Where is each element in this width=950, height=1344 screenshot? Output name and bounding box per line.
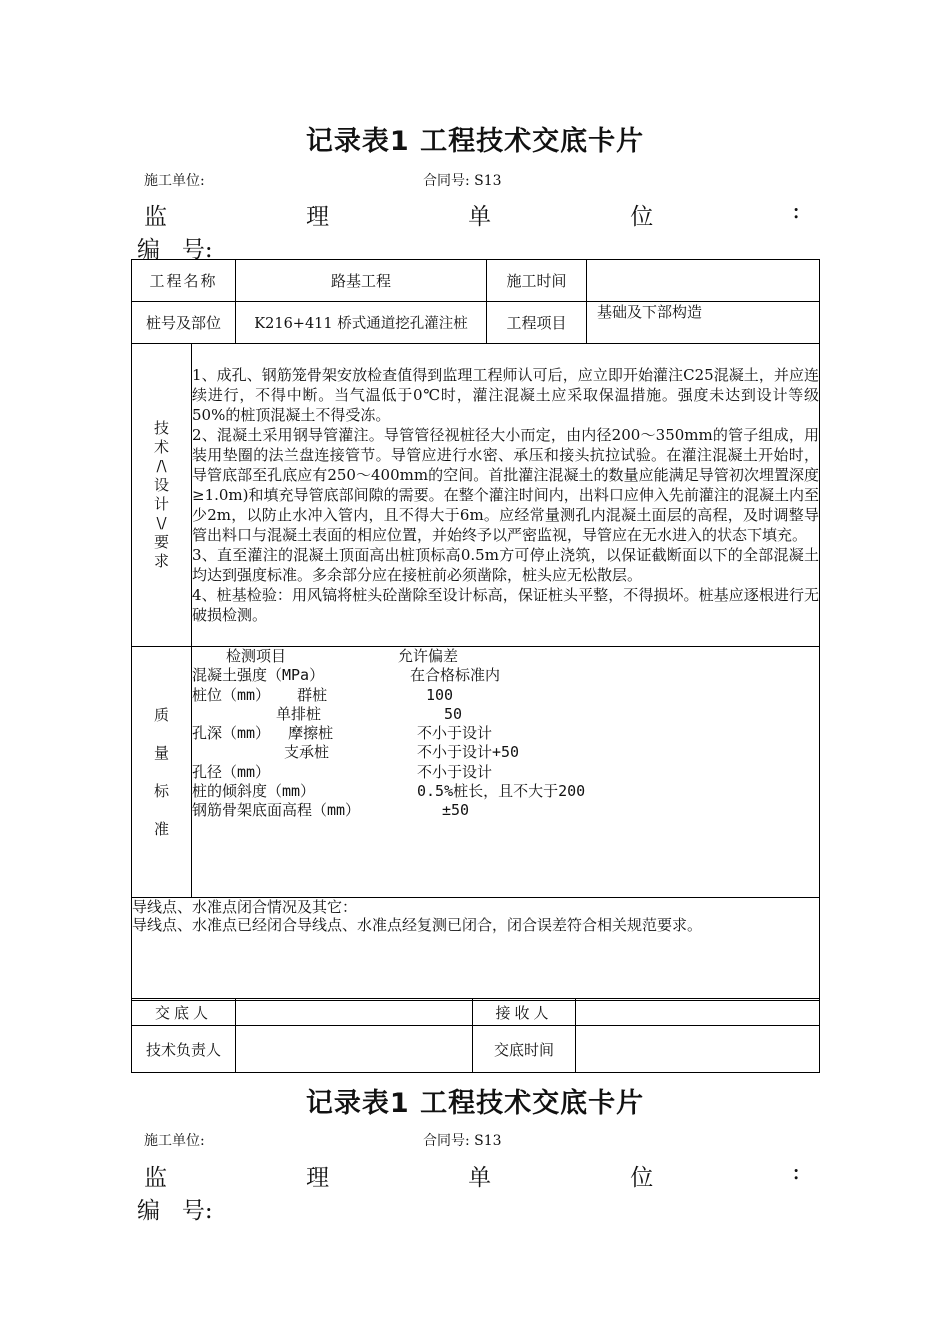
item-label: 工程项目 xyxy=(487,302,587,344)
tech-requirements-text xyxy=(192,344,820,647)
disclosure-time-value xyxy=(576,1026,820,1073)
quality-tolerance: 0.5%桩长，且不大于200 xyxy=(417,782,586,801)
signature-table xyxy=(131,998,820,1073)
quality-tolerance: ±50 xyxy=(442,801,470,820)
supervision-char: 理 xyxy=(306,1165,330,1191)
quality-item: 混凝土强度（MPa） xyxy=(192,666,325,685)
quality-label-char: 标 xyxy=(153,782,169,800)
tech-label-char: 设 xyxy=(153,476,169,494)
project-name-label: 工程名称 xyxy=(132,260,236,302)
supervision-unit-line xyxy=(144,1159,800,1192)
quality-item: 桩位（mm） 群桩 xyxy=(192,685,328,704)
quality-standard-label xyxy=(132,647,192,898)
tech-label-char: 技 xyxy=(153,419,169,437)
quality-item: 单排桩 xyxy=(276,704,322,723)
supervision-char: 单 xyxy=(468,204,492,230)
receiver-label: 接收人 xyxy=(473,999,576,1026)
discloser-value xyxy=(236,999,473,1026)
quality-standard-content xyxy=(192,647,820,898)
supervision-char: 位 xyxy=(630,1165,654,1191)
quality-row xyxy=(192,686,819,705)
project-name-value: 路基工程 xyxy=(236,260,487,302)
construction-unit-label: 施工单位: xyxy=(144,1133,205,1149)
requirement-paragraph: 1、成孔、钢筋笼骨架安放检查值得到监理工程师认可后，应立即开始灌注C25混凝土，并应连续进行，不得中断。当气温低于0℃时，灌注混凝土应采取保温措施。强度未达到设计等级50%的桩顶混凝土不得受冻。 xyxy=(192,366,820,424)
supervision-char: : xyxy=(792,198,800,224)
control-points-text: 导线点、水准点已经闭合导线点、水准点经复测已闭合，闭合误差符合相关规范要求。 xyxy=(132,916,703,934)
quality-row xyxy=(192,743,819,762)
tech-label-char: 计 xyxy=(153,495,169,513)
quality-label-char: 准 xyxy=(153,820,169,838)
supervision-char: : xyxy=(792,1159,800,1185)
tech-label-char: 要 xyxy=(153,533,169,551)
station-value: K216+411 桥式通道挖孔灌注桩 xyxy=(236,302,487,344)
disclosure-time-label: 交底时间 xyxy=(473,1026,576,1073)
requirement-paragraph: 3、直至灌注的混凝土顶面高出桩顶标高0.5m方可停止浇筑，以保证截断面以下的全部混凝土均达到强度标准。多余部分应在接桩前必须凿除，桩头应无松散层。 xyxy=(192,546,820,584)
quality-row xyxy=(192,782,819,801)
quality-tolerance: 不小于设计 xyxy=(417,762,493,781)
tech-label-char: 求 xyxy=(153,552,169,570)
item-value: 基础及下部构造 xyxy=(587,302,820,344)
tech-lead-label: 技术负责人 xyxy=(132,1026,236,1073)
construction-unit-label: 施工单位: xyxy=(144,173,205,189)
station-label: 桩号及部位 xyxy=(132,302,236,344)
requirement-paragraph: 4、桩基检验：用风镐将桩头砼凿除至设计标高，保证桩头平整，不得损坏。桩基应逐根进行无破损检测。 xyxy=(192,586,820,624)
supervision-char: 监 xyxy=(144,204,167,230)
quality-row xyxy=(192,666,819,685)
tech-label-char: 术 xyxy=(153,438,169,456)
supervision-char: 监 xyxy=(144,1165,167,1191)
control-points-title: 导线点、水准点闭合情况及其它： xyxy=(132,898,358,916)
quality-row xyxy=(192,705,819,724)
quality-label-char: 质 xyxy=(153,706,169,724)
page-title: 记录表1 工程技术交底卡片 xyxy=(305,126,645,157)
page-title-repeat: 记录表1 工程技术交底卡片 xyxy=(305,1088,645,1119)
quality-item: 钢筋骨架底面高程（mm） xyxy=(192,801,361,820)
supervision-unit-line xyxy=(144,198,800,231)
quality-tolerance: 50 xyxy=(444,704,463,723)
receiver-value xyxy=(576,999,820,1026)
supervision-char: 理 xyxy=(306,204,330,230)
disclosure-table xyxy=(131,259,820,1001)
supervision-char: 单 xyxy=(468,1165,492,1191)
quality-item: 孔径（mm） xyxy=(192,762,271,781)
number-label: 编 号: xyxy=(137,1198,213,1224)
quality-item: 孔深（mm） 摩擦桩 xyxy=(192,724,334,743)
tech-lead-value xyxy=(236,1026,473,1073)
construction-time-label: 施工时间 xyxy=(487,260,587,302)
contract-label: 合同号: S13 xyxy=(423,1133,502,1149)
discloser-label: 交底人 xyxy=(132,999,236,1026)
quality-row xyxy=(192,801,819,820)
supervision-char: 位 xyxy=(630,204,654,230)
quality-label-char: 量 xyxy=(153,744,169,762)
tech-label-char: \/ xyxy=(156,514,167,532)
quality-item: 桩的倾斜度（mm） xyxy=(192,782,316,801)
quality-item: 支承桩 xyxy=(284,743,330,762)
tech-label-char: /\ xyxy=(156,457,167,475)
quality-tolerance: 在合格标准内 xyxy=(410,666,501,685)
quality-row xyxy=(192,763,819,782)
quality-header-tolerance: 允许偏差 xyxy=(398,647,459,665)
quality-tolerance: 不小于设计+50 xyxy=(417,743,520,762)
quality-tolerance: 不小于设计 xyxy=(417,724,493,743)
quality-tolerance: 100 xyxy=(426,685,454,704)
number-label: 编 号: xyxy=(137,237,213,263)
requirement-paragraph: 2、混凝土采用钢导管灌注。导管管径视桩径大小而定，由内径200～350mm的管子组成，用装用垫圈的法兰盘连接管节。导管应进行水密、承压和接头抗拉试验。在灌注混凝土开始时，导管底部至孔底应有250～400mm的空间。首批灌注混凝土的数量应能满足导管初次埋置深度≥1.0m)和填充导管底部间隙的需要。在整个灌注时间内，出料口应伸入先前灌注的混凝土内至少2m，以防止水冲入管内，且不得大于6m。应经常量测孔内混凝土面层的高程，及时调整导管出料口与混凝土表面的相应位置，并始终予以严密监视，导管应在无水进入的状态下填充。 xyxy=(192,426,820,544)
tech-requirements-label xyxy=(132,344,192,647)
quality-row xyxy=(192,724,819,743)
control-points-section xyxy=(132,898,820,1001)
quality-header-row xyxy=(192,647,819,666)
quality-header-item: 检测项目 xyxy=(226,647,287,665)
construction-time-value xyxy=(587,260,820,302)
contract-label: 合同号: S13 xyxy=(423,173,502,189)
